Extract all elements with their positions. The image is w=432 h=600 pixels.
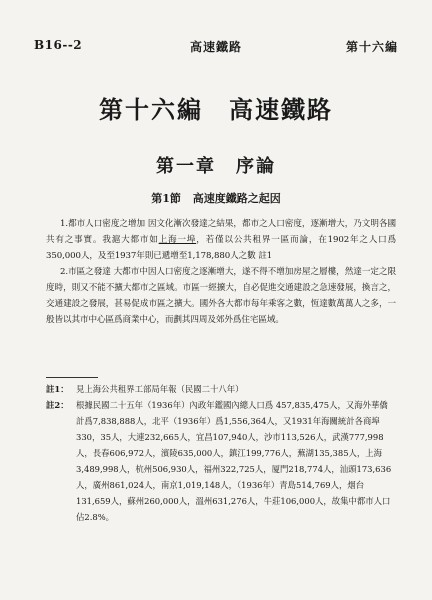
paragraph-text: 大都市中因人口密度之逐漸增大，遂不得不增加房屋之層樓，然達一定之限度時，則又不能不擴大都市之區域。市區一經擴大，自必促進交通建設之急速發展，換言之，交通建設之發展，甚易促成市區之擴大。國外各大都市每年乘客之數，恆達數萬萬人之多，一般皆以其市中心區爲商業中心，而劃其四周及郊外爲住宅區域。 (46, 267, 397, 325)
footnote (46, 397, 396, 525)
footnote (46, 381, 396, 397)
paragraph-lead: 1.都市人口密度之增加 (60, 219, 146, 229)
footnote-divider (46, 377, 98, 378)
page-code: B16--2 (34, 38, 83, 52)
part-title: 第十六編 高速鐵路 (99, 95, 333, 124)
footnotes (46, 381, 396, 525)
section-heading (0, 190, 432, 206)
chapter-title: 第一章 序論 (156, 156, 276, 177)
section-title: 高速度鐵路之起因 (192, 192, 281, 205)
paragraph (46, 216, 396, 264)
footnote-text: 見上海公共租界工部局年報（民國二十八年） (76, 384, 244, 394)
footnote-label: 註1： (46, 384, 69, 394)
running-part-label: 第十六編 (345, 40, 398, 54)
body-text (46, 216, 396, 328)
footnote-label: 註2： (46, 400, 69, 410)
paragraph-text-tail: ，若僅以公共租界一區而論，在1902年之人口爲350,000人，及至1937年則已遞增至1,178,880人之數 註1 (46, 235, 396, 261)
paragraph-lead: 2.市區之發達 (60, 267, 111, 277)
running-book-title: 高速鐵路 (189, 40, 242, 54)
underlined-text: 上海一埠 (158, 235, 197, 245)
paragraph-text: 因文化漸次發達之結果，都市之人口密度，逐漸增大，乃文明各國共有之事實。我滬大都市如 (46, 219, 396, 245)
paragraph (46, 264, 396, 328)
footnote-text: 根據民國二十五年（1936年）內政年鑑國內總人口爲 457,835,475人，又海外華僑計爲7,838,888人，北平（1936年）爲1,556,364人，又1931年海關統計各商埠330，35人，大連232,665人，宜昌107,940人，沙市113,526人，武漢777,998人，長春606,972人，濱陵635,000人，鎮江199,776人，蕪湖135,385人，上海3,489,998人，杭州506,930人，福州322,725人，厦門218,774人，汕頭173,636人，廣州861,024人，南京1,019,148人，（1936年）青島514,769人，烟台131,659人，蘇州260,000人，溫州631,276人，牛莊106,000人，故集中都市人口佔2.8%。 (76, 400, 392, 522)
section-number: 第1節 (151, 192, 181, 205)
running-header (34, 38, 398, 56)
